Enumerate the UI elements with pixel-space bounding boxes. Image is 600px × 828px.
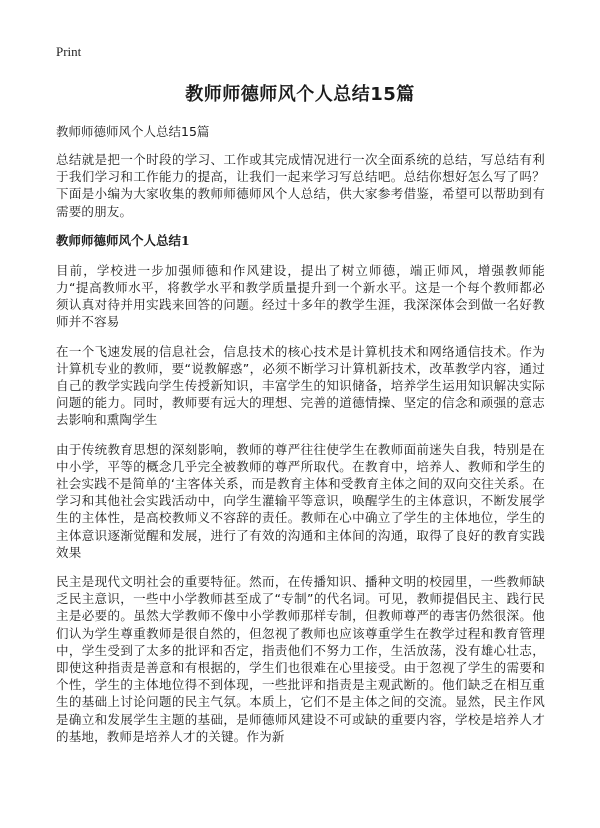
section-heading: 教师师德师风个人总结1 bbox=[56, 232, 190, 248]
article-subtitle: 教师师德师风个人总结15篇 bbox=[56, 124, 210, 139]
intro-paragraph: 总结就是把一个时段的学习、工作或其完成情况进行一次全面系统的总结，写总结有利于我们学习和工作能力的提高，让我们一起来学习写总结吧。总结你想好怎么写了吗？下面是小编为大家收集的教师师德师风个人总结，供大家参考借鉴，希望可以帮助到有需要的朋友。 bbox=[56, 152, 545, 219]
print-link[interactable]: Print bbox=[56, 44, 82, 59]
body-paragraph-1: 目前，学校进一步加强师德和作风建设，提出了树立师德，端正师风，增强教师能力“提高教师水平，将教学水平和教学质量提升到一个新水平。这是一个每个教师都必须认真对待并用实践来回答的问题。经过十多年的教学生涯，我深深体会到做一名好教师并不容易 bbox=[56, 262, 545, 330]
body-paragraph-3: 由于传统教育思想的深刻影响，教师的尊严往往使学生在教师面前迷失自我，特别是在中小学，平等的概念几乎完全被教师的尊严所取代。在教育中，培养人、教师和学生的社会实践不是简单的‘主客体关系，而是教育主体和受教育主体之间的双向交往关系。在学习和其他社会实践活动中，向学生灌输平等意识，唤醒学生的主体意识，不断发展学生的主体性，是高校教师义不容辞的责任。教师在心中确立了学生的主体地位，学生的主体意识逐渐觉醒和发展，进行了有效的沟通和主体间的沟通，取得了良好的教育实践效果 bbox=[56, 441, 545, 560]
body-paragraph-2: 在一个飞速发展的信息社会，信息技术的核心技术是计算机技术和网络通信技术。作为计算机专业的教师，要“说教解惑”，必须不断学习计算机新技术，改革教学内容，通过自己的教学实践向学生传授新知识，丰富学生的知识储备，培养学生运用知识解决实际问题的能力。同时，教师要有远大的理想、完善的道德情操、坚定的信念和顽强的意志去影响和熏陶学生 bbox=[56, 343, 545, 428]
article-body bbox=[56, 122, 545, 757]
body-paragraph-4: 民主是现代文明社会的重要特征。然而，在传播知识、播种文明的校园里，一些教师缺乏民主意识，一些中小学教师甚至成了“专制”的代名词。可见，教师提倡民主、践行民主是必要的。虽然大学教师不像中小学教师那样专制，但教师尊严的毒害仍然很深。他们认为学生尊重教师是很自然的，但忽视了教师也应该尊重学生在教学过程和教育管理中，学生受到了太多的批评和否定，指责他们不努力工作，生活放荡，没有雄心壮志，即使这种指责是善意和有根据的，学生们也很难在心里接受。由于忽视了学生的需要和个性，学生的主体地位得不到体现，一些批评和指责是主观武断的。他们缺乏在相互重生的基础上讨论问题的民主气氛。本质上，它们不是主体之间的交流。显然，民主作风是确立和发展学生主题的基础，是师德师风建设不可或缺的重要内容，学校是培养人才的基地，教师是培养人才的关键。作为新 bbox=[56, 574, 545, 744]
page-title: 教师师德师风个人总结15篇 bbox=[185, 84, 415, 105]
